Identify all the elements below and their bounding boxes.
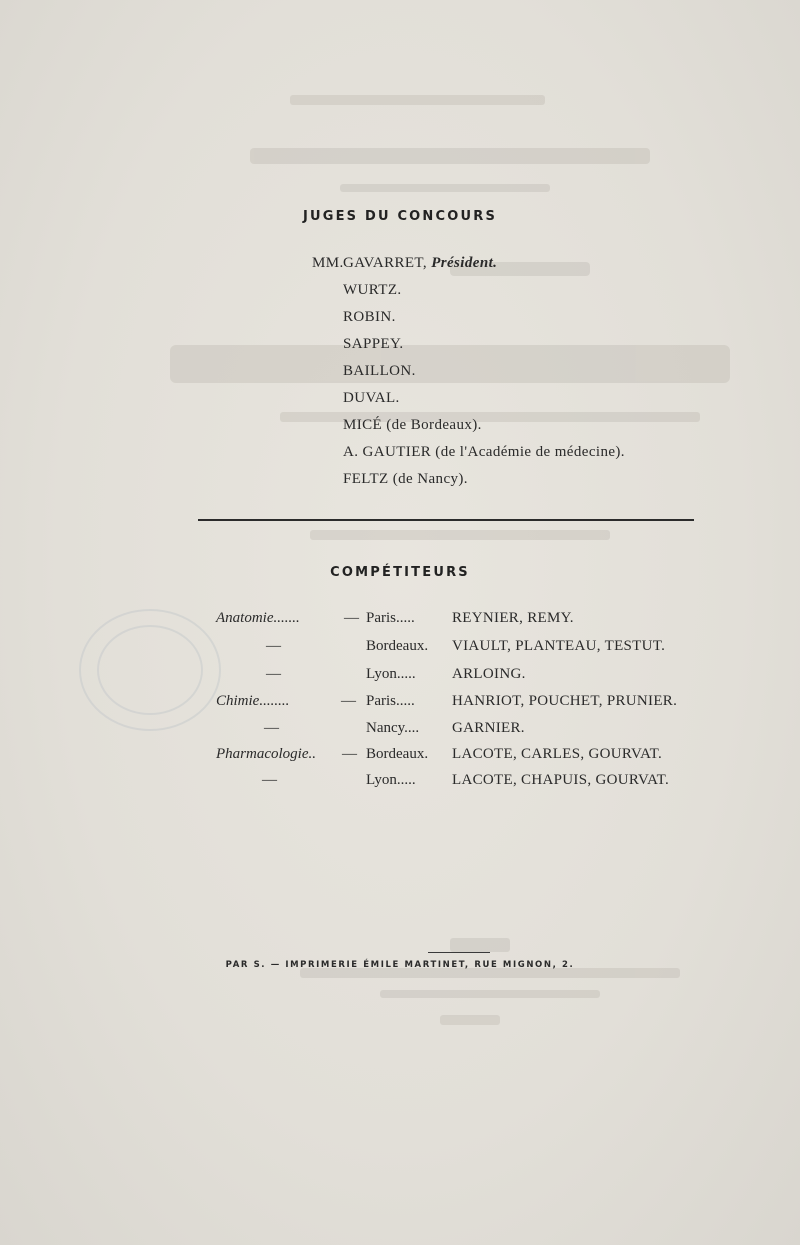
judges-prefix: MM. <box>312 255 344 271</box>
city-label: Paris..... <box>366 693 415 709</box>
candidate-names: LACOTE, CARLES, GOURVAT. <box>452 746 663 762</box>
city-label: Paris..... <box>366 610 415 626</box>
judge-name: SAPPEY. <box>343 336 404 352</box>
row-dash: — <box>266 666 281 682</box>
judge-name: WURTZ. <box>343 282 402 298</box>
row-dash: — <box>344 610 359 626</box>
competitor-row <box>0 610 800 634</box>
section-divider <box>198 519 694 521</box>
competitor-row <box>0 772 800 796</box>
row-dash: — <box>262 772 277 788</box>
subject-label: Chimie........ <box>216 693 290 709</box>
row-dash: — <box>341 693 356 709</box>
judge-name: ROBIN. <box>343 309 396 325</box>
candidate-names: VIAULT, PLANTEAU, TESTUT. <box>452 638 666 654</box>
candidate-names: ARLOING. <box>452 666 526 682</box>
judges-heading: JUGES DU CONCOURS <box>302 209 498 224</box>
city-label: Lyon..... <box>366 666 416 682</box>
competitor-row <box>0 746 800 770</box>
judge-name: MICÉ (de Bordeaux). <box>343 417 482 433</box>
city-label: Nancy.... <box>366 720 420 736</box>
candidate-names: LACOTE, CHAPUIS, GOURVAT. <box>452 772 670 788</box>
judge-name: A. GAUTIER (de l'Académie de médecine). <box>343 444 625 460</box>
printer-imprint: PAR S. — IMPRIMERIE ÉMILE MARTINET, RUE MIGNON, 2. <box>225 960 575 970</box>
competitors-heading: COMPÉTITEURS <box>330 565 470 580</box>
competitor-row <box>0 666 800 690</box>
competitor-row <box>0 693 800 717</box>
city-label: Lyon..... <box>366 772 416 788</box>
competitor-row <box>0 638 800 662</box>
judge-name: DUVAL. <box>343 390 400 406</box>
city-label: Bordeaux. <box>366 638 429 654</box>
city-label: Bordeaux. <box>366 746 429 762</box>
judge-role: Président. <box>431 255 498 271</box>
subject-label: Pharmacologie.. <box>216 746 316 762</box>
judge-name: BAILLON. <box>343 363 416 379</box>
candidate-names: HANRIOT, POUCHET, PRUNIER. <box>452 693 678 709</box>
subject-label: Anatomie....... <box>216 610 300 626</box>
row-dash: — <box>266 638 281 654</box>
judge-name: GAVARRET, Président. <box>343 255 498 271</box>
row-dash: — <box>264 720 279 736</box>
candidate-names: GARNIER. <box>452 720 525 736</box>
row-dash: — <box>342 746 357 762</box>
competitor-row <box>0 720 800 744</box>
candidate-names: REYNIER, REMY. <box>452 610 574 626</box>
footer-divider <box>428 952 490 953</box>
judge-name: FELTZ (de Nancy). <box>343 471 468 487</box>
